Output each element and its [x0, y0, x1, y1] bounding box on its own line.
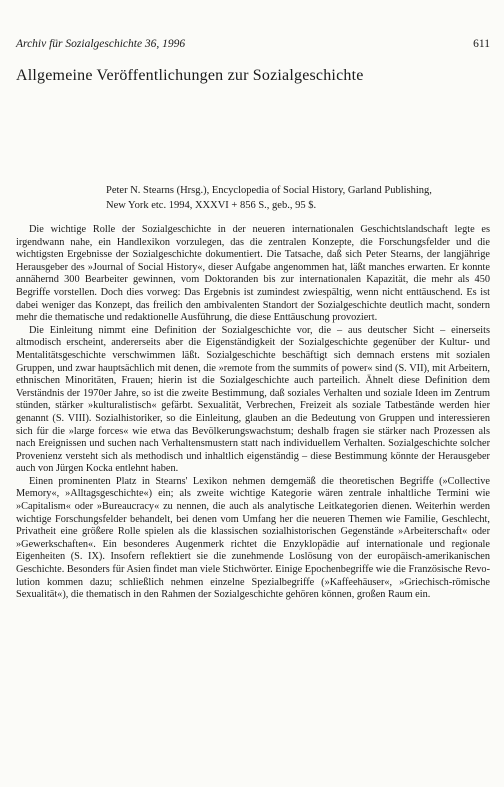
paragraph-3: Einen prominenten Platz in Stearns' Lexikon nehmen demgemäß die theoretischen Begriffe (»Collective Memory«, »Alltagsgeschichte«) ein; als zweite wichtige Kategorie wären zentrale inhaltliche Termini wie »Capitalism« oder »Bureaucracy« zu nennen, die auch als analytische Leitkategorien dienen. Weiterhin werden wichtige Forschungsfelder behandelt, bei denen vom Umfang her die neueren Themen wie Familie, Geschlecht, Privatheit eine größere Rolle spielen als die klassischen sozialhistorischen Gegenstände »Arbeiterschaft« oder »Gewerkschaften«. Ein besonderes Augenmerk richtet die Enzyklopädie auf internationale und regionale Eigenheiten (S. IX). Insofern reflektiert sie die zunehmende Loslösung von der europäisch-amerikanischen Geschichte. Besonders für Asien findet man viele Stichwörter. Einige Epochenbegriffe wie die Französische Revolution kommen dazu; schließlich nehmen einzelne Spezialbegriffe (»Kaffeehäuser«, »Griechisch-römische Sexualität«), die thematisch in den Rahmen der Sozialgeschichte gehören können, großen Raum ein. [16, 475, 490, 601]
citation-line-2: New York etc. 1994, XXXVI + 856 S., geb., 95 $. [106, 199, 317, 211]
journal-citation: Archiv für Sozialgeschichte 36, 1996 [16, 38, 186, 50]
paragraph-2: Die Einleitung nimmt eine Definition der Sozialgeschichte vor, die – aus deutscher Sicht – einerseits altmodisch erscheint, andererseits aber die Eigenständigkeit der Sozialgeschichte gegenüber der Kultur- und Mentalitätsgeschichte verschwimmen läßt. Sozialgeschichte beschäftigt sich demnach erstens mit sozialen Gruppen, und zwar hauptsächlich mit denen, die »remote from the summits of power« sind (S. VII), mit Arbeitern, ethnischen Minoritäten, Frauen; hierin ist die Sozialgeschichte auch parteilich. Ähnelt diese Definition dem Verständnis der 1970er Jahre, so ist die zweite Bestimmung, daß soziales Verhalten und soziale Ideen im Zentrum stünden, stärker »kulturalistisch« gefärbt. Sexualität, Verbrechen, Freizeit als soziale Tatbestände werden hier genannt (S. VIII). Sozialhistoriker, so die Einleitung, glauben an die Bedeutung von Gruppen und interessieren sich für die »large forces« wie etwa das Bevölkerungswachstum; deshalb fragen sie stärker nach Prozessen als nach Ereignissen und suchen nach Verhaltensmustern statt nach individuellem Verhalten. Sozialgeschichte solcher Provenienz versteht sich als methodisch und inhaltlich eigenständig – diese Bestimmung könnte der Herausgeber auch von Jürgen Kocka entlehnt haben. [16, 324, 490, 475]
book-citation [106, 184, 490, 213]
page-number: 611 [473, 38, 490, 50]
paragraph-1: Die wichtige Rolle der Sozialgeschichte in der neueren internationalen Geschichtslandschaft legte es irgendwann nahe, ein Handlexikon vorzulegen, das die zentralen Konzepte, die Forschungsfelder und die wichtigsten Ergebnisse der Sozialgeschichte dokumentiert. Die Tatsache, daß sich Peter Stearns, der langjährige Herausgeber des »Journal of Social History«, dieser Aufgabe angenommen hat, läßt manches erwarten. Er konnte annähernd 300 Bearbeiter gewinnen, vom Doktoranden bis zur internationalen Kapazität, die mehr als 450 Begriffe vorstellen. Doch dies vorweg: Das Ergebnis ist zumindest zwiespältig, wenn nicht enttäuschend. Es ist dabei weniger das Konzept, das freilich den ambivalenten Standort der Sozialgeschichte deutlich macht, sondern mehr die thematische und redaktionelle Ausführung, die diese Enttäuschung provoziert. [16, 224, 490, 324]
citation-line-1: Peter N. Stearns (Hrsg.), Encyclopedia of Social History, Garland Publishing, [106, 185, 432, 196]
review-body [16, 224, 490, 602]
running-head [16, 37, 490, 51]
section-title: Allgemeine Veröffentlichungen zur Sozialgeschichte [16, 67, 364, 84]
